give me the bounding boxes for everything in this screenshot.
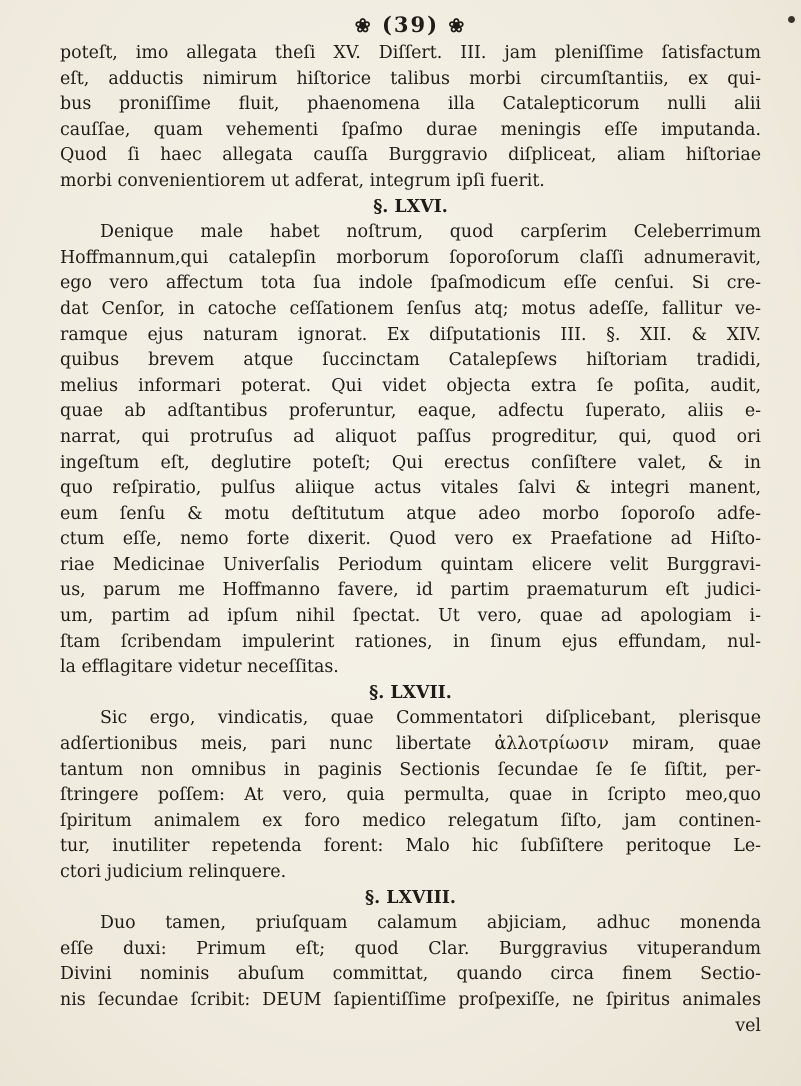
text-line: eſt, adductis nimirum hiſtorice talibus morbi circumſtantiis, ex qui- <box>60 68 761 89</box>
section-heading: §. LXVI. <box>373 196 448 217</box>
text-line: ſtam ſcribendam impulerint rationes, in ſinum ejus effundam, nul- <box>60 631 761 652</box>
text-line: us, parum me Hoffmanno favere, id partim praematurum eſt judici- <box>60 580 761 601</box>
body-text <box>60 41 761 1039</box>
text-line: morbi convenientiorem ut adferat, integrum ipſi fuerit. <box>60 170 545 191</box>
ink-spot <box>788 16 795 23</box>
text-line: ego vero affectum tota ſua indole ſpaſmodicum eſſe cenſui. Si cre- <box>60 273 761 294</box>
text-line: riae Medicinae Univerſalis Periodum quintam elicere velit Burggravi- <box>60 554 761 575</box>
text-line: um, partim ad ipſum nihil ſpectat. Ut vero, quae ad apologiam i- <box>60 606 761 627</box>
ornament-right-icon: ❀ <box>448 15 467 37</box>
text-line: Duo tamen, priuſquam calamum abjiciam, adhuc monenda <box>100 913 761 934</box>
text-line: nis ſecundae ſcribit: DEUM ſapientiſſime proſpexiſſe, ne ſpiritus animales <box>60 989 761 1010</box>
text-line: ſpiritum animalem ex foro medico relegatum ſiſto, jam continen- <box>60 810 761 831</box>
page-number: (39) <box>381 12 440 37</box>
text-line: adſertionibus meis, pari nunc libertate ἀλλοτρίωσιν miram, quae <box>60 734 761 755</box>
text-line: ramque ejus naturam ignorat. Ex diſputationis III. §. XII. & XIV. <box>60 324 761 345</box>
text-line: quae ab adſtantibus proferuntur, eaque, adfectu ſuperato, aliis e- <box>60 401 761 422</box>
text-line: ctum eſſe, nemo forte dixerit. Quod vero ex Praefatione ad Hiſto- <box>60 529 761 550</box>
text-line: quibus brevem atque ſuccinctam Catalepſews hiſtoriam tradidi, <box>60 350 761 371</box>
section-heading: §. LXVIII. <box>365 887 456 908</box>
text-line: ingeſtum eſt, deglutire poteſt; Qui erectus conſiſtere valet, & in <box>60 452 761 473</box>
text-line: Divini nominis abuſum committat, quando circa finem Sectio- <box>60 964 761 985</box>
text-line: ctori judicium relinquere. <box>60 862 287 882</box>
text-line: dat Cenſor, in catoche ceſſationem ſenſus atq; motus adeſſe, fallitur ve- <box>60 298 761 319</box>
text-line: eum ſenſu & motu deſtitutum atque adeo morbo ſoporoſo adfe- <box>60 503 761 524</box>
text-line: Hoffmannum,qui catalepſin morborum ſoporoſorum claſſi adnumeravit, <box>60 247 761 268</box>
text-line: Quod ſi haec allegata cauſſa Burggravio diſpliceat, aliam hiſtoriae <box>60 145 761 166</box>
text-line: cauſſae, quam vehementi ſpaſmo durae meningis eſſe imputanda. <box>60 119 761 140</box>
text-line: Sic ergo, vindicatis, quae Commentatori diſplicebant, plerisque <box>100 708 761 729</box>
text-line: bus proniſſime fluit, phaenomena illa Catalepticorum nulli alii <box>60 94 761 115</box>
text-line: tantum non omnibus in paginis Sectionis ſecundae ſe ſe ſiſtit, per- <box>60 759 761 780</box>
text-line: poteſt, imo allegata theſi XV. Diſſert. III. jam pleniſſime ſatisfactum <box>60 43 761 63</box>
text-line: narrat, qui protruſus ad aliquot paſſus progreditur, qui, quod ori <box>60 426 761 447</box>
page-header <box>60 12 761 39</box>
text-line: tur, inutiliter repetenda forent: Malo hic ſubſiſtere peritoque Le- <box>60 836 761 857</box>
text-line: eſſe duxi: Primum eſt; quod Clar. Burggravius vituperandum <box>60 938 761 959</box>
ornament-left-icon: ❀ <box>354 15 373 37</box>
section-heading: §. LXVII. <box>369 682 452 703</box>
text-line: Denique male habet noſtrum, quod carpſerim Celeberrimum <box>100 222 761 243</box>
text-line: melius informari poterat. Qui videt objecta extra ſe poſita, audit, <box>60 375 761 396</box>
text-line: ſtringere poſſem: At vero, quia permulta, quae in ſcripto meo,quo <box>60 785 761 806</box>
text-line: vel <box>735 1015 761 1036</box>
text-line: quo reſpiratio, pulſus aliique actus vitales ſalvi & integri manent, <box>60 478 761 499</box>
text-line: la efflagitare videtur neceſſitas. <box>60 657 339 678</box>
